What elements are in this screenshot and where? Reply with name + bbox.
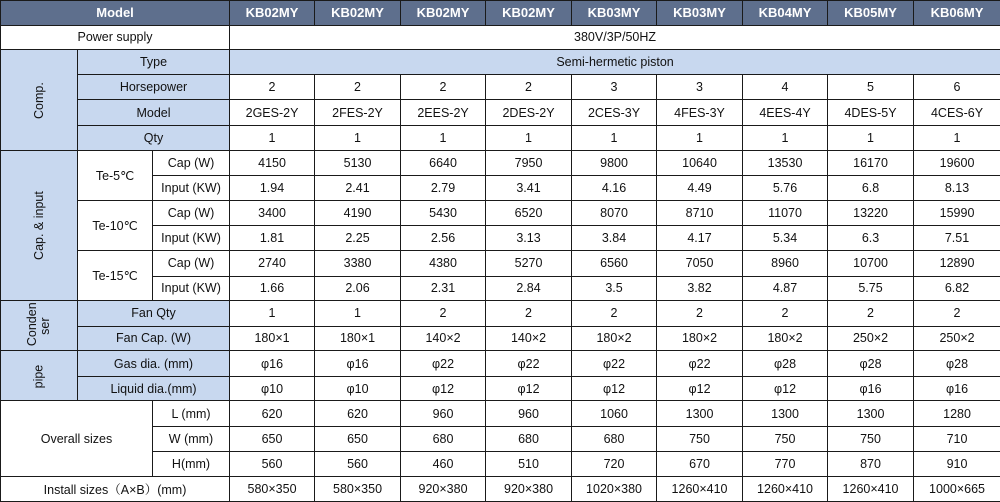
- overall-size-cell: 710: [914, 427, 1000, 452]
- overall-l-label: L (mm): [153, 401, 230, 427]
- fan-cap-cell: 140×2: [486, 326, 572, 351]
- input-cell: 4.17: [657, 226, 743, 251]
- gas-dia-cell: φ16: [315, 351, 401, 377]
- type-label: Type: [78, 50, 230, 75]
- header-row: [1, 1, 1000, 26]
- power-supply-row: [1, 25, 1000, 50]
- fan-qty-cell: 1: [230, 301, 315, 327]
- liquid-dia-cell: φ12: [486, 376, 572, 401]
- comp-model-cell: 2EES-2Y: [401, 100, 486, 126]
- fan-qty-cell: 2: [401, 301, 486, 327]
- pipe-section-label: pipe: [1, 351, 78, 401]
- comp-model-cell: 2CES-3Y: [572, 100, 657, 126]
- condenser-section-label: Conden ser: [1, 301, 78, 351]
- overall-sizes-label: Overall sizes: [1, 401, 153, 477]
- comp-model-cell: 2FES-2Y: [315, 100, 401, 126]
- qty-cell: 1: [315, 125, 401, 150]
- te10-label: Te-10℃: [78, 200, 153, 250]
- cap-input-section-label: Cap. & input: [1, 150, 78, 301]
- te15-label: Te-15℃: [78, 250, 153, 300]
- cap-cell: 13220: [828, 200, 914, 226]
- cap-cell: 10640: [657, 150, 743, 176]
- cap-cell: 10700: [828, 250, 914, 276]
- qty-cell: 1: [401, 125, 486, 150]
- input-cell: 3.82: [657, 276, 743, 301]
- comp-model-row: [1, 100, 1000, 126]
- input-cell: 2.41: [315, 176, 401, 201]
- install-size-cell: 580×350: [315, 477, 401, 502]
- install-size-cell: 920×380: [401, 477, 486, 502]
- model-header-cell: KB02MY: [230, 1, 315, 26]
- horsepower-row: [1, 74, 1000, 100]
- te5-cap-row: [1, 150, 1000, 176]
- overall-h-label: H(mm): [153, 451, 230, 477]
- input-cell: 1.66: [230, 276, 315, 301]
- input-label: Input (KW): [153, 176, 230, 201]
- fan-qty-cell: 2: [914, 301, 1000, 327]
- qty-cell: 1: [828, 125, 914, 150]
- overall-size-cell: 960: [401, 401, 486, 427]
- gas-dia-cell: φ22: [486, 351, 572, 377]
- fan-qty-row: [1, 301, 1000, 327]
- overall-size-cell: 680: [572, 427, 657, 452]
- comp-model-cell: 2GES-2Y: [230, 100, 315, 126]
- fan-cap-cell: 250×2: [914, 326, 1000, 351]
- cap-cell: 6560: [572, 250, 657, 276]
- fan-qty-cell: 2: [828, 301, 914, 327]
- input-cell: 2.79: [401, 176, 486, 201]
- model-header-cell: KB02MY: [315, 1, 401, 26]
- fan-qty-cell: 2: [743, 301, 828, 327]
- install-sizes-label: Install sizes（A×B）(mm): [1, 477, 230, 502]
- type-value: Semi-hermetic piston: [230, 50, 1000, 75]
- cap-cell: 3380: [315, 250, 401, 276]
- cap-cell: 8960: [743, 250, 828, 276]
- gas-dia-row: [1, 351, 1000, 377]
- input-cell: 4.87: [743, 276, 828, 301]
- liquid-dia-cell: φ16: [914, 376, 1000, 401]
- power-supply-value: 380V/3P/50HZ: [230, 25, 1000, 50]
- cap-cell: 15990: [914, 200, 1000, 226]
- model-header-cell: KB02MY: [401, 1, 486, 26]
- model-header-cell: KB06MY: [914, 1, 1000, 26]
- overall-size-cell: 750: [828, 427, 914, 452]
- install-sizes-row: [1, 477, 1000, 502]
- install-size-cell: 1000×665: [914, 477, 1000, 502]
- overall-size-cell: 750: [743, 427, 828, 452]
- fan-qty-label: Fan Qty: [78, 301, 230, 327]
- overall-size-cell: 1280: [914, 401, 1000, 427]
- model-header-cell: KB02MY: [486, 1, 572, 26]
- input-cell: 5.34: [743, 226, 828, 251]
- input-cell: 2.56: [401, 226, 486, 251]
- qty-row: [1, 125, 1000, 150]
- fan-qty-cell: 2: [572, 301, 657, 327]
- comp-model-cell: 4EES-4Y: [743, 100, 828, 126]
- overall-size-cell: 960: [486, 401, 572, 427]
- input-cell: 3.41: [486, 176, 572, 201]
- liquid-dia-cell: φ12: [401, 376, 486, 401]
- te15-cap-row: [1, 250, 1000, 276]
- input-cell: 1.94: [230, 176, 315, 201]
- cap-cell: 7050: [657, 250, 743, 276]
- qty-cell: 1: [230, 125, 315, 150]
- gas-dia-cell: φ28: [743, 351, 828, 377]
- comp-model-cell: 4DES-5Y: [828, 100, 914, 126]
- fan-cap-cell: 180×2: [657, 326, 743, 351]
- liquid-dia-cell: φ10: [230, 376, 315, 401]
- overall-size-cell: 1300: [657, 401, 743, 427]
- overall-w-label: W (mm): [153, 427, 230, 452]
- input-cell: 5.76: [743, 176, 828, 201]
- input-cell: 6.82: [914, 276, 1000, 301]
- input-cell: 1.81: [230, 226, 315, 251]
- cap-cell: 9800: [572, 150, 657, 176]
- fan-qty-cell: 2: [657, 301, 743, 327]
- horsepower-cell: 3: [657, 74, 743, 100]
- comp-model-cell: 4CES-6Y: [914, 100, 1000, 126]
- gas-dia-cell: φ16: [230, 351, 315, 377]
- overall-size-cell: 650: [315, 427, 401, 452]
- comp-section-label: Comp.: [1, 50, 78, 150]
- overall-size-cell: 680: [401, 427, 486, 452]
- horsepower-cell: 3: [572, 74, 657, 100]
- horsepower-cell: 2: [401, 74, 486, 100]
- comp-model-cell: 2DES-2Y: [486, 100, 572, 126]
- gas-dia-label: Gas dia. (mm): [78, 351, 230, 377]
- horsepower-cell: 2: [486, 74, 572, 100]
- gas-dia-cell: φ22: [657, 351, 743, 377]
- input-cell: 3.84: [572, 226, 657, 251]
- fan-cap-label: Fan Cap. (W): [78, 326, 230, 351]
- cap-cell: 5270: [486, 250, 572, 276]
- overall-size-cell: 1300: [828, 401, 914, 427]
- cap-cell: 8070: [572, 200, 657, 226]
- gas-dia-cell: φ22: [401, 351, 486, 377]
- horsepower-cell: 4: [743, 74, 828, 100]
- overall-size-cell: 910: [914, 451, 1000, 477]
- install-size-cell: 580×350: [230, 477, 315, 502]
- overall-size-cell: 770: [743, 451, 828, 477]
- model-header-label: Model: [1, 1, 230, 26]
- input-cell: 7.51: [914, 226, 1000, 251]
- horsepower-label: Horsepower: [78, 74, 230, 100]
- input-cell: 3.13: [486, 226, 572, 251]
- overall-size-cell: 510: [486, 451, 572, 477]
- overall-size-cell: 650: [230, 427, 315, 452]
- te5-label: Te-5℃: [78, 150, 153, 200]
- liquid-dia-cell: φ10: [315, 376, 401, 401]
- liquid-dia-cell: φ12: [657, 376, 743, 401]
- horsepower-cell: 6: [914, 74, 1000, 100]
- qty-cell: 1: [743, 125, 828, 150]
- gas-dia-cell: φ22: [572, 351, 657, 377]
- cap-cell: 12890: [914, 250, 1000, 276]
- overall-size-cell: 750: [657, 427, 743, 452]
- liquid-dia-row: [1, 376, 1000, 401]
- cap-cell: 6640: [401, 150, 486, 176]
- input-cell: 6.3: [828, 226, 914, 251]
- cap-cell: 6520: [486, 200, 572, 226]
- cap-cell: 16170: [828, 150, 914, 176]
- fan-cap-cell: 180×1: [315, 326, 401, 351]
- install-size-cell: 1260×410: [743, 477, 828, 502]
- cap-cell: 5130: [315, 150, 401, 176]
- power-supply-label: Power supply: [1, 25, 230, 50]
- cap-label: Cap (W): [153, 200, 230, 226]
- qty-cell: 1: [486, 125, 572, 150]
- overall-size-cell: 720: [572, 451, 657, 477]
- overall-size-cell: 680: [486, 427, 572, 452]
- input-cell: 2.31: [401, 276, 486, 301]
- input-cell: 2.84: [486, 276, 572, 301]
- comp-model-label: Model: [78, 100, 230, 126]
- qty-cell: 1: [914, 125, 1000, 150]
- cap-cell: 7950: [486, 150, 572, 176]
- fan-cap-row: [1, 326, 1000, 351]
- model-header-cell: KB03MY: [657, 1, 743, 26]
- cap-cell: 8710: [657, 200, 743, 226]
- overall-size-cell: 1060: [572, 401, 657, 427]
- qty-cell: 1: [572, 125, 657, 150]
- qty-label: Qty: [78, 125, 230, 150]
- cap-cell: 5430: [401, 200, 486, 226]
- install-size-cell: 1260×410: [828, 477, 914, 502]
- liquid-dia-label: Liquid dia.(mm): [78, 376, 230, 401]
- input-cell: 4.16: [572, 176, 657, 201]
- overall-size-cell: 620: [230, 401, 315, 427]
- input-cell: 2.06: [315, 276, 401, 301]
- liquid-dia-cell: φ12: [743, 376, 828, 401]
- input-cell: 3.5: [572, 276, 657, 301]
- comp-type-row: [1, 50, 1000, 75]
- cap-cell: 13530: [743, 150, 828, 176]
- input-label: Input (KW): [153, 276, 230, 301]
- fan-cap-cell: 180×2: [572, 326, 657, 351]
- overall-size-cell: 560: [315, 451, 401, 477]
- liquid-dia-cell: φ12: [572, 376, 657, 401]
- model-header-cell: KB03MY: [572, 1, 657, 26]
- horsepower-cell: 2: [230, 74, 315, 100]
- input-cell: 2.25: [315, 226, 401, 251]
- cap-cell: 3400: [230, 200, 315, 226]
- input-cell: 5.75: [828, 276, 914, 301]
- install-size-cell: 1260×410: [657, 477, 743, 502]
- cap-label: Cap (W): [153, 150, 230, 176]
- horsepower-cell: 5: [828, 74, 914, 100]
- fan-cap-cell: 180×1: [230, 326, 315, 351]
- overall-size-cell: 620: [315, 401, 401, 427]
- fan-cap-cell: 180×2: [743, 326, 828, 351]
- spec-table-body: [1, 1, 1000, 502]
- install-size-cell: 920×380: [486, 477, 572, 502]
- fan-qty-cell: 1: [315, 301, 401, 327]
- cap-cell: 4190: [315, 200, 401, 226]
- gas-dia-cell: φ28: [828, 351, 914, 377]
- overall-size-cell: 560: [230, 451, 315, 477]
- overall-size-cell: 870: [828, 451, 914, 477]
- input-label: Input (KW): [153, 226, 230, 251]
- model-header-cell: KB04MY: [743, 1, 828, 26]
- fan-qty-cell: 2: [486, 301, 572, 327]
- fan-cap-cell: 250×2: [828, 326, 914, 351]
- cap-cell: 2740: [230, 250, 315, 276]
- cap-cell: 11070: [743, 200, 828, 226]
- install-size-cell: 1020×380: [572, 477, 657, 502]
- model-header-cell: KB05MY: [828, 1, 914, 26]
- te10-cap-row: [1, 200, 1000, 226]
- input-cell: 6.8: [828, 176, 914, 201]
- input-cell: 4.49: [657, 176, 743, 201]
- fan-cap-cell: 140×2: [401, 326, 486, 351]
- overall-size-cell: 1300: [743, 401, 828, 427]
- cap-cell: 4380: [401, 250, 486, 276]
- overall-size-cell: 460: [401, 451, 486, 477]
- cap-cell: 4150: [230, 150, 315, 176]
- horsepower-cell: 2: [315, 74, 401, 100]
- cap-cell: 19600: [914, 150, 1000, 176]
- gas-dia-cell: φ28: [914, 351, 1000, 377]
- overall-l-row: [1, 401, 1000, 427]
- qty-cell: 1: [657, 125, 743, 150]
- liquid-dia-cell: φ16: [828, 376, 914, 401]
- input-cell: 8.13: [914, 176, 1000, 201]
- comp-model-cell: 4FES-3Y: [657, 100, 743, 126]
- cap-label: Cap (W): [153, 250, 230, 276]
- overall-size-cell: 670: [657, 451, 743, 477]
